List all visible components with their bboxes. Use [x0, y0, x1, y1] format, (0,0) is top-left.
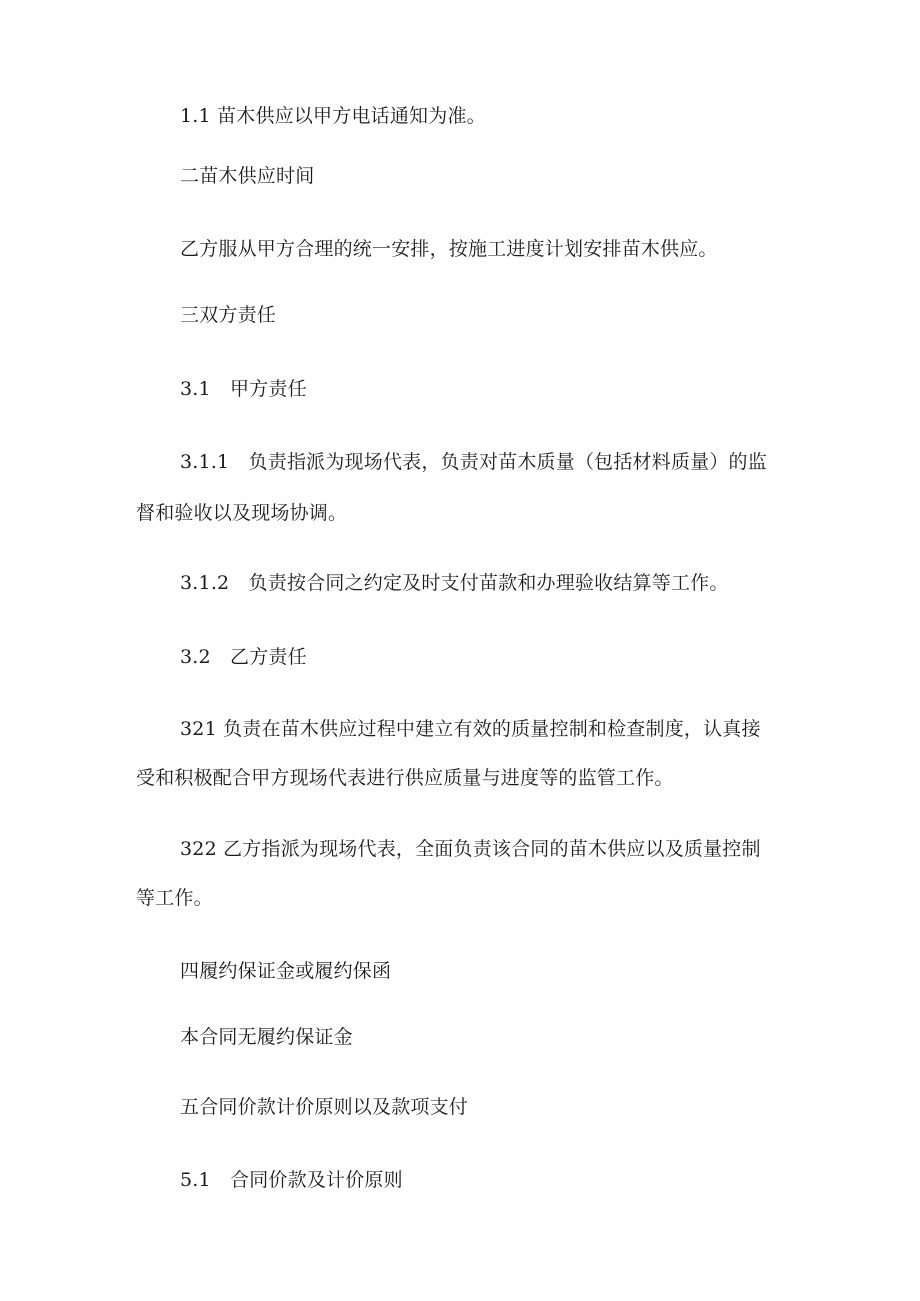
clause-3-1-heading: 3.1 甲方责任: [180, 378, 307, 400]
section-2-text: 乙方服从甲方合理的统一安排，按施工进度计划安排苗木供应。: [180, 238, 718, 260]
clause-3-2-2-line-1: 322 乙方指派为现场代表，全面负责该合同的苗木供应以及质量控制: [180, 838, 761, 860]
section-4-text: 本合同无履约保证金: [180, 1026, 353, 1048]
section-3-heading: 三双方责任: [180, 304, 277, 326]
section-5-heading: 五合同价款计价原则以及款项支付: [180, 1096, 469, 1118]
clause-3-2-heading: 3.2 乙方责任: [180, 646, 307, 668]
clause-3-1-1-line-1: 3.1.1 负责指派为现场代表，负责对苗木质量（包括材料质量）的监: [180, 451, 767, 473]
clause-3-2-1-line-1: 321 负责在苗木供应过程中建立有效的质量控制和检查制度，认真接: [180, 718, 761, 740]
clause-3-2-2-line-2: 等工作。: [136, 887, 213, 909]
clause-1-1: 1.1 苗木供应以甲方电话通知为准。: [180, 105, 486, 127]
clause-3-2-1-line-2: 受和积极配合甲方现场代表进行供应质量与进度等的监管工作。: [136, 767, 674, 789]
clause-3-1-2: 3.1.2 负责按合同之约定及时支付苗款和办理验收结算等工作。: [180, 572, 729, 594]
section-4-heading: 四履约保证金或履约保函: [180, 960, 392, 982]
section-2-heading: 二苗木供应时间: [180, 165, 315, 187]
clause-5-1-heading: 5.1 合同价款及计价原则: [180, 1169, 403, 1191]
clause-3-1-1-line-2: 督和验收以及现场协调。: [136, 502, 348, 524]
